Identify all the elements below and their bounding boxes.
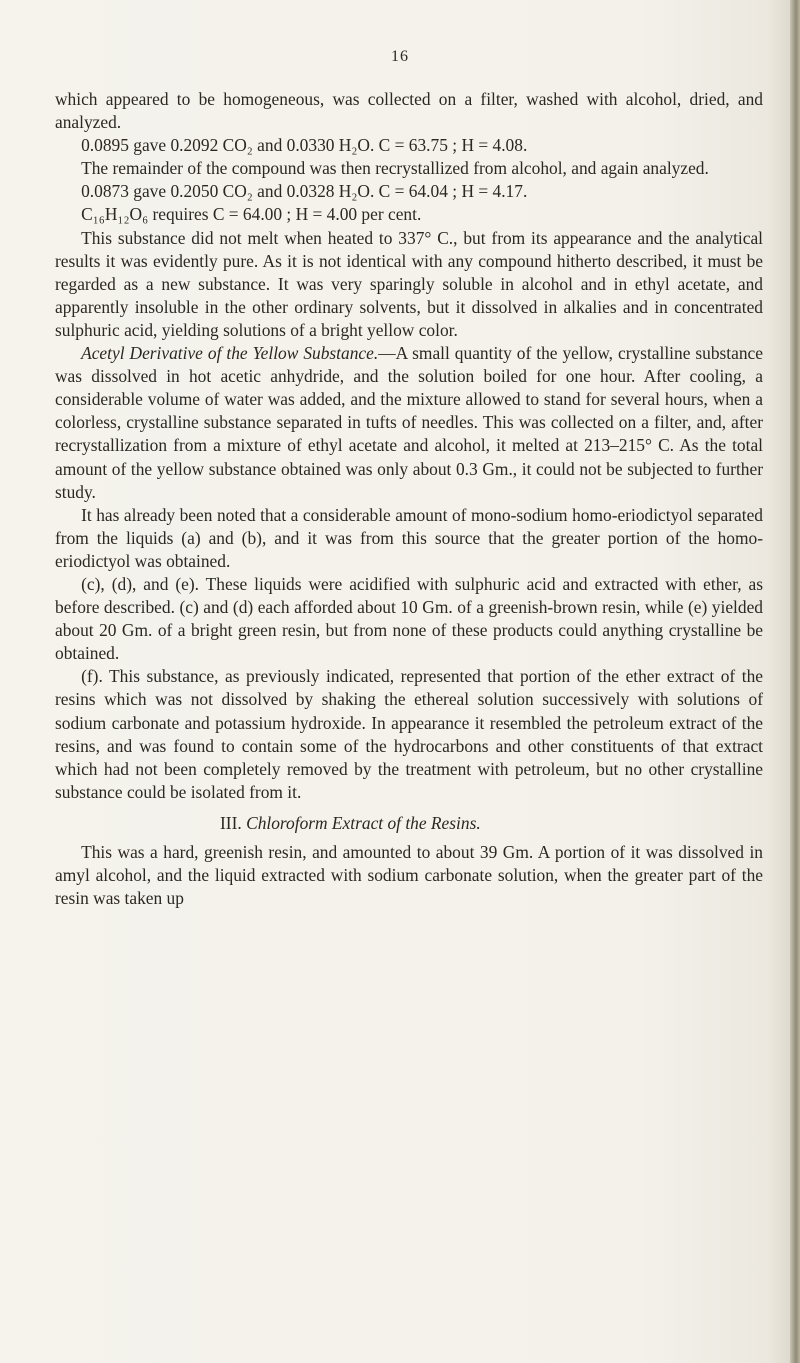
page-number: 16 [391,48,409,65]
paragraph-6: This substance did not melt when heated to 337° C., but from its appearance and the analytical results it was evidently pure. As it is not identical with any compound hitherto described, it must be regarded as a new substance. It was very sparingly soluble in alcohol and in ethyl acetate, and apparently insoluble in the other ordinary solvents, but it dissolved in alkalies and in concentrated sulphuric acid, yielding solutions of a bright yellow color. [55,227,763,340]
paragraph-10: (f). This substance, as previously indicated, represented that portion of the ether extract of the resins which was not dissolved by shaking the ethereal solution successively with solutions of sodium carbonate and potassium hydroxide. In appearance it resembled the petroleum extract of the resins, and was found to contain some of the hydrocarbons and other constituents of that extract which had not been completely removed by the treatment with petroleum, but no other crystalline substance could be isolated from it. [55,666,763,802]
paragraph-1: which appeared to be homogeneous, was collected on a filter, washed with alcohol, dried, and analyzed. [55,89,763,133]
page-edge-shadow [790,0,800,1363]
formula-requirement: C₁₆H₁₂O₆ requires C = 64.00 ; H = 4.00 per cent. [81,204,422,225]
paragraph-8: It has already been noted that a considerable amount of mono-sodium homo-eriodictyol separated from the liquids (a) and (b), and it was from this source that the greater portion of the homo-eriodictyol was obtained. [55,504,763,571]
analysis-result-1: 0.0895 gave 0.2092 CO₂ and 0.0330 H₂O. C = 63.75 ; H = 4.08. [81,135,528,156]
section-title: Chloroform Extract of the Resins. [246,812,481,833]
paragraph-11: This was a hard, greenish resin, and amounted to about 39 Gm. A portion of it was dissolved in amyl alcohol, and the liquid extracted with sodium carbonate solution, when the greater part of the resin was taken up [55,842,763,909]
paragraph-acetyl-derivative [55,342,763,504]
section-heading [55,812,763,835]
body-text [55,88,763,910]
paragraph-9: (c), (d), and (e). These liquids were acidified with sulphuric acid and extracted with ether, as before described. (c) and (d) each afforded about 10 Gm. of a greenish-brown resin, while (e) yielded about 20 Gm. of a bright green resin, but from none of these products could anything crystalline be obtained. [55,573,763,664]
acetyl-body: —A small quantity of the yellow, crystalline substance was dissolved in hot acetic anhydride, and the solution boiled for one hour. After cooling, a considerable volume of water was added, and the mixture allowed to stand for several hours, when a colorless, crystalline substance separated in tufts of needles. This was collected on a filter, and, after recrystallization from a mixture of ethyl acetate and alcohol, it melted at 213–215° C. As the total amount of the yellow substance obtained was only about 0.3 Gm., it could not be subjected to further study. [55,343,763,502]
section-number: III. [220,812,242,833]
paragraph-3: The remainder of the compound was then recrystallized from alcohol, and again analyzed. [81,158,709,179]
acetyl-heading: Acetyl Derivative of the Yellow Substance. [81,343,379,364]
analysis-result-2: 0.0873 gave 0.2050 CO₂ and 0.0328 H₂O. C = 64.04 ; H = 4.17. [81,181,528,202]
